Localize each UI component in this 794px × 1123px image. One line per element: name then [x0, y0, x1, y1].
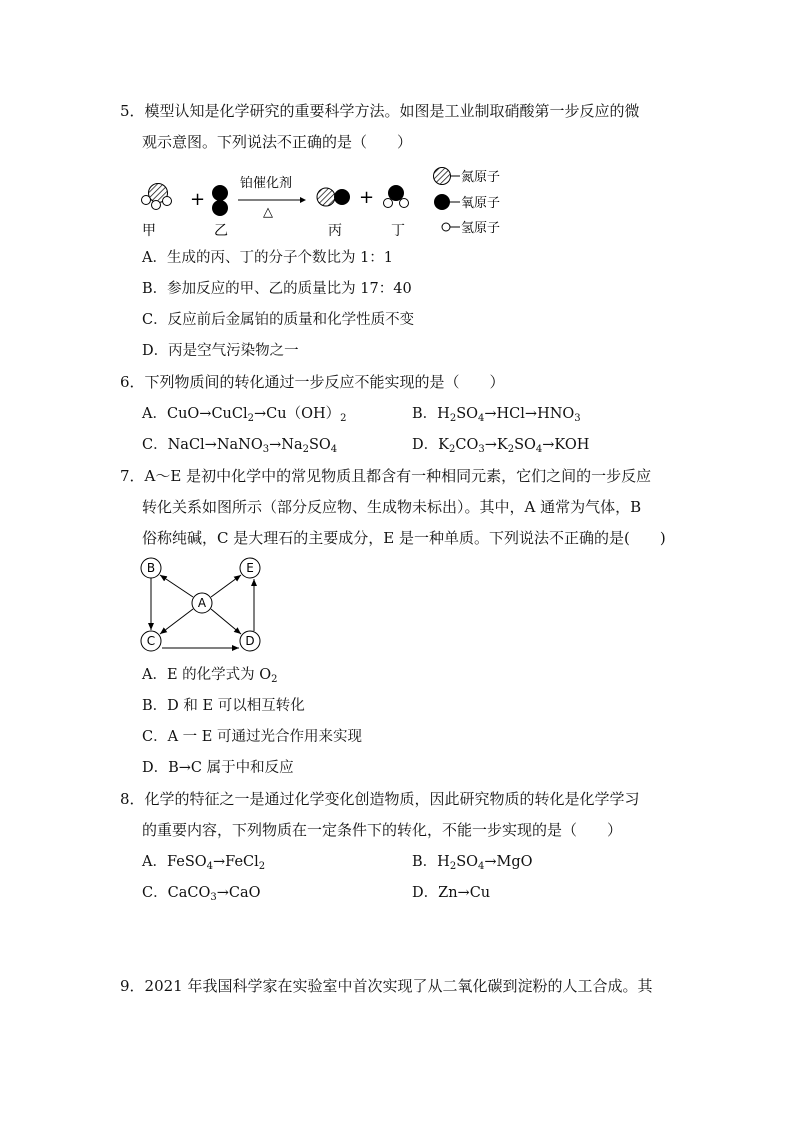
legend-oxygen [434, 194, 500, 211]
label-yi: 乙 [214, 223, 228, 239]
q5-stem-line2: 观示意图。下列说法不正确的是（ ） [142, 133, 413, 151]
q5-option-a: A．生成的丙、丁的分子个数比为 1：1 [142, 250, 394, 266]
molecule-yi [212, 185, 228, 216]
svg-text:氮原子: 氮原子 [461, 170, 501, 185]
q6-option-d: D．$K_2CO_3\to K_2SO_4\to KOH$ [412, 437, 590, 455]
label-bing: 丙 [328, 223, 342, 239]
arrow-a-to-d [211, 609, 241, 634]
q7-option-d: D．B→C 属于中和反应 [142, 760, 294, 776]
svg-text:氢原子: 氢原子 [461, 221, 501, 236]
q7-stem-line3: 俗称纯碱，C 是大理石的主要成分，E 是一种单质。下列说法不正确的是( ) [142, 529, 666, 547]
legend-nitrogen [434, 168, 501, 186]
molecule-ding [384, 185, 409, 208]
reaction-arrowhead [300, 197, 306, 203]
svg-text:A: A [197, 596, 207, 610]
q5-option-b: B．参加反应的甲、乙的质量比为 17：40 [142, 281, 412, 297]
q8-stem-line2: 的重要内容，下列物质在一定条件下的转化，不能一步实现的是（ ） [142, 821, 623, 839]
q7-option-c: C．A 一 E 可通过光合作用来实现 [142, 729, 362, 745]
q5-option-d: D．丙是空气污染物之一 [142, 343, 299, 359]
arrow-a-to-c [160, 609, 193, 634]
q6-stem: 6．下列物质间的转化通过一步反应不能实现的是（ ） [120, 373, 505, 391]
q7-option-a: A．E 的化学式为 $O_2$ [142, 667, 278, 685]
svg-text:C: C [146, 634, 156, 648]
svg-text:E: E [246, 561, 254, 575]
q7-conversion-diagram [130, 553, 280, 658]
q8-stem-line1: 8．化学的特征之一是通过化学变化创造物质，因此研究物质的转化是化学学习 [120, 790, 640, 808]
q8-option-d: D．Zn→Cu [412, 885, 491, 901]
arrow-a-to-b [160, 575, 193, 597]
label-jia: 甲 [142, 223, 156, 239]
label-ding: 丁 [391, 223, 405, 239]
svg-text:氧原子: 氧原子 [461, 196, 501, 211]
q9-stem-line1: 9．2021 年我国科学家在实验室中首次实现了从二氧化碳到淀粉的人工合成。其 [120, 977, 653, 995]
q8-option-a: A．FeSO$_4$→FeCl$_2$ [142, 854, 266, 872]
q7-stem-line2: 转化关系如图所示（部分反应物、生成物未标出）。其中，A 通常为气体，B [142, 498, 642, 516]
q6-option-b: B．$H_2SO_4\to HCl\to HNO_3$ [412, 406, 581, 424]
q5-reaction-diagram [130, 160, 530, 240]
heat-label: △ [263, 205, 273, 220]
q6-option-c: C．$NaCl\to NaNO_3\to Na_2SO_4$ [142, 437, 338, 455]
q7-option-b: B．D 和 E 可以相互转化 [142, 698, 305, 714]
q5-option-c: C．反应前后金属铂的质量和化学性质不变 [142, 312, 415, 328]
q6-option-a: A．$CuO\to CuCl_2\to Cu(OH)_2$ [142, 406, 347, 424]
q8-option-c: C．CaCO$_3$→CaO [142, 885, 261, 903]
plus-sign-1: + [190, 189, 206, 210]
q5-stem-line1: 5．模型认知是化学研究的重要科学方法。如图是工业制取硝酸第一步反应的微 [120, 102, 640, 120]
molecule-bing [317, 188, 350, 206]
q7-stem-line1: 7．A～E 是初中化学中的常见物质且都含有一种相同元素，它们之间的一步反应 [120, 467, 652, 485]
arrow-a-to-e [211, 575, 241, 597]
q8-option-b: B．$H_2SO_4\to MgO$ [412, 854, 533, 872]
svg-text:B: B [146, 561, 156, 575]
legend-hydrogen [442, 221, 500, 236]
catalyst-label: 铂催化剂 [240, 176, 293, 191]
svg-text:D: D [245, 634, 255, 648]
molecule-jia [142, 184, 172, 210]
plus-sign-2: + [359, 187, 375, 208]
